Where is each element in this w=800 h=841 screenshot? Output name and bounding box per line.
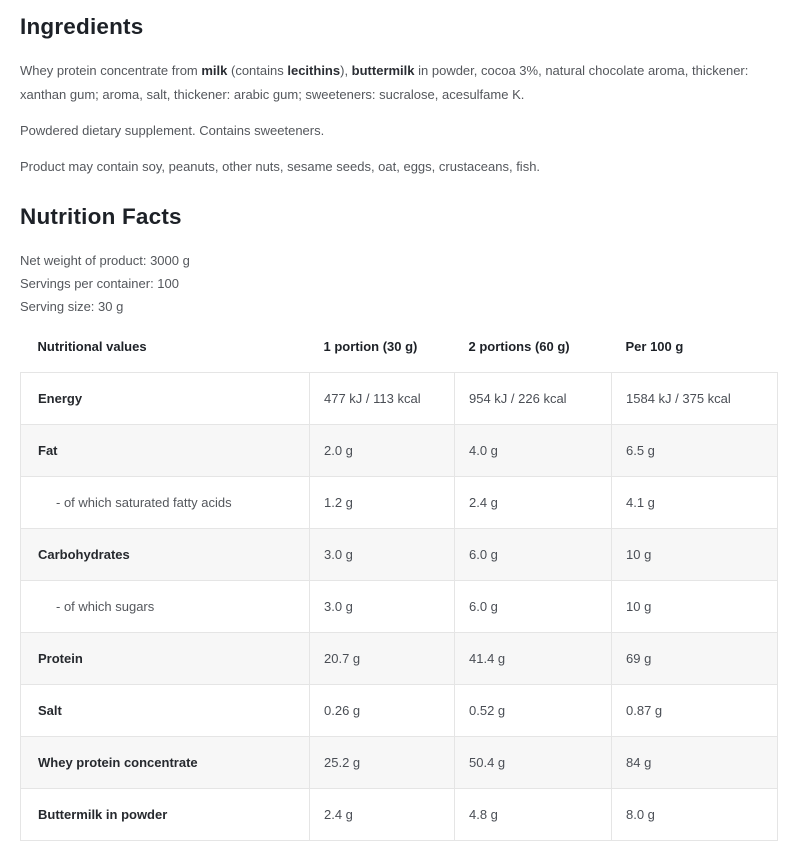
nutrient-value: 84 g (612, 737, 778, 789)
nutrient-value: 69 g (612, 633, 778, 685)
table-row-saturated-fatty-acids (21, 477, 778, 529)
nutrient-value: 0.26 g (310, 685, 455, 737)
nutrient-value: 2.4 g (310, 789, 455, 841)
nutrient-value: 477 kJ / 113 kcal (310, 373, 455, 425)
table-row-energy (21, 373, 778, 425)
nutrient-value: 3.0 g (310, 581, 455, 633)
column-header-1-portion: 1 portion (30 g) (323, 339, 418, 354)
nutrient-value: 2.4 g (455, 477, 612, 529)
nutrition-table (20, 339, 778, 841)
nutrient-value: 954 kJ / 226 kcal (455, 373, 612, 425)
nutrient-label: Whey protein concentrate (21, 737, 310, 789)
nutrient-value: 1584 kJ / 375 kcal (612, 373, 778, 425)
nutrient-value: 41.4 g (455, 633, 612, 685)
nutrient-value: 1.2 g (310, 477, 455, 529)
nutrient-value: 6.5 g (612, 425, 778, 477)
nutrient-value: 25.2 g (310, 737, 455, 789)
ingredients-text-part: (contains (227, 63, 288, 78)
table-header-row (21, 339, 778, 373)
serving-size-line: Serving size: 30 g (20, 299, 124, 314)
ingredients-text-part: in powder, cocoa 3%, natural chocolate aroma, thickener: xanthan gum; aroma, salt, thickener: arabic gum; sweeteners: sucralose, acesulfame K. (20, 63, 749, 102)
nutrient-value: 4.1 g (612, 477, 778, 529)
table-row-protein (21, 633, 778, 685)
nutrient-label: Energy (21, 373, 310, 425)
nutrient-label: Carbohydrates (21, 529, 310, 581)
nutrient-label: - of which sugars (21, 581, 310, 633)
nutrient-value: 0.52 g (455, 685, 612, 737)
nutrient-value: 10 g (612, 581, 778, 633)
nutrient-label: Fat (21, 425, 310, 477)
table-row-carbohydrates (21, 529, 778, 581)
ingredients-text-part: Whey protein concentrate from (20, 63, 202, 78)
nutrient-value: 10 g (612, 529, 778, 581)
nutrition-facts-heading: Nutrition Facts (20, 204, 182, 229)
ingredients-heading: Ingredients (20, 14, 144, 39)
nutrient-label: - of which saturated fatty acids (21, 477, 310, 529)
table-row-whey-protein-concentrate (21, 737, 778, 789)
ingredients-text-part-bold: buttermilk (351, 63, 415, 78)
nutrient-value: 0.87 g (612, 685, 778, 737)
column-header-2-portions: 2 portions (60 g) (468, 339, 570, 354)
column-header-nutritional-values: Nutritional values (37, 339, 147, 354)
ingredients-text-part-bold: lecithins (287, 63, 341, 78)
nutrient-value: 50.4 g (455, 737, 612, 789)
serving-info-block (20, 249, 777, 318)
net-weight-line: Net weight of product: 3000 g (20, 253, 190, 268)
table-row-fat (21, 425, 778, 477)
ingredients-text-part-bold: milk (201, 63, 228, 78)
nutrient-value: 6.0 g (455, 581, 612, 633)
nutrient-value: 4.0 g (455, 425, 612, 477)
allergen-note-paragraph: Product may contain soy, peanuts, other nuts, sesame seeds, oat, eggs, crustaceans, fish. (20, 159, 541, 174)
ingredients-text-part: ), (340, 63, 352, 78)
nutrient-label: Buttermilk in powder (21, 789, 310, 841)
table-row-buttermilk-in-powder (21, 789, 778, 841)
ingredients-paragraph (20, 59, 777, 107)
column-header-per-100g: Per 100 g (625, 339, 684, 354)
nutrient-value: 6.0 g (455, 529, 612, 581)
nutrient-value: 3.0 g (310, 529, 455, 581)
nutrient-label: Protein (21, 633, 310, 685)
supplement-note-paragraph: Powdered dietary supplement. Contains sweeteners. (20, 123, 325, 138)
servings-per-container-line: Servings per container: 100 (20, 276, 179, 291)
table-row-salt (21, 685, 778, 737)
nutrient-value: 8.0 g (612, 789, 778, 841)
nutrient-value: 2.0 g (310, 425, 455, 477)
nutrient-value: 4.8 g (455, 789, 612, 841)
table-row-sugars (21, 581, 778, 633)
nutrient-label: Salt (21, 685, 310, 737)
nutrient-value: 20.7 g (310, 633, 455, 685)
